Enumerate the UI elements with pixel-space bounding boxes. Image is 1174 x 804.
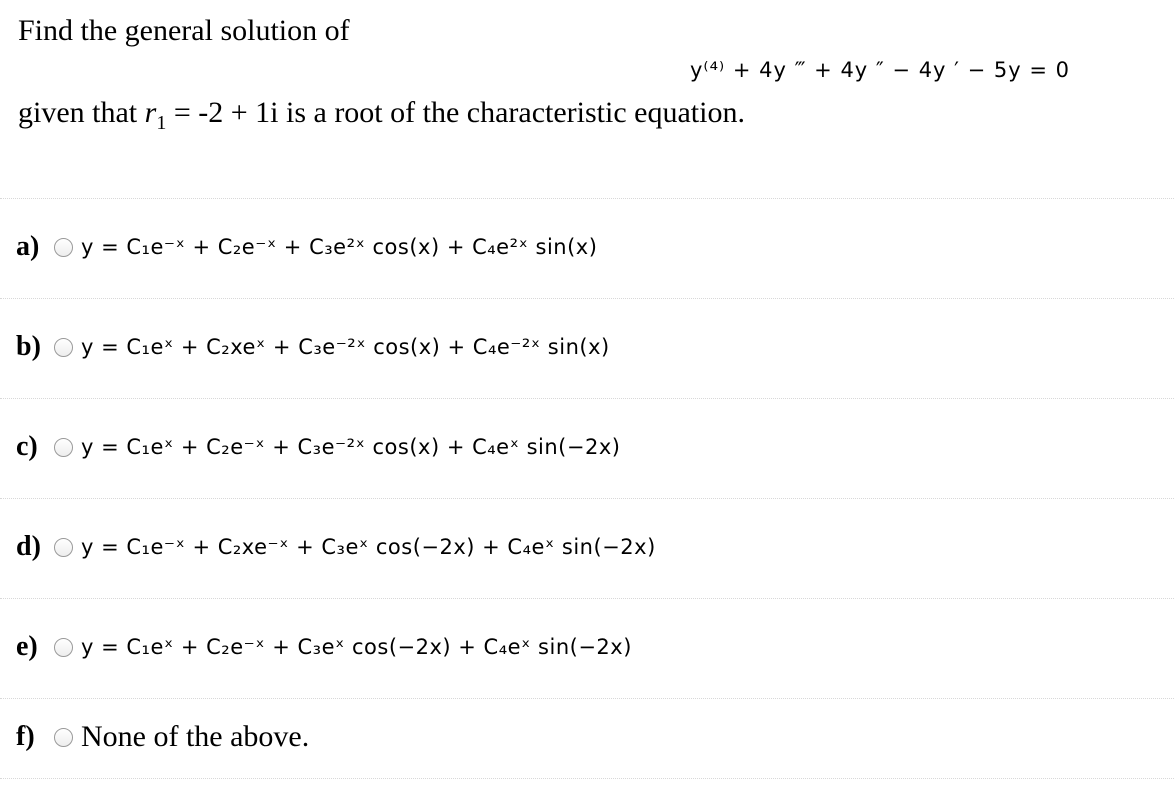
choice-letter: c)	[16, 431, 38, 462]
divider	[0, 698, 1174, 699]
choice-expression: y = C₁eˣ + C₂e⁻ˣ + C₃eˣ cos(−2x) + C₄eˣ sin(−2x)	[81, 635, 632, 659]
choice-letter: a)	[16, 231, 40, 262]
radio-button-e[interactable]	[54, 638, 73, 657]
choice-e[interactable]	[16, 622, 632, 672]
choice-b[interactable]	[16, 322, 610, 372]
radio-button-c[interactable]	[54, 438, 73, 457]
divider	[0, 398, 1174, 399]
choice-expression: y = C₁e⁻ˣ + C₂e⁻ˣ + C₃e²ˣ cos(x) + C₄e²ˣ sin(x)	[81, 235, 598, 259]
choice-expression: y = C₁e⁻ˣ + C₂xe⁻ˣ + C₃eˣ cos(−2x) + C₄eˣ sin(−2x)	[81, 535, 656, 559]
choice-a[interactable]	[16, 222, 597, 272]
choice-expression: y = C₁eˣ + C₂e⁻ˣ + C₃e⁻²ˣ cos(x) + C₄eˣ sin(−2x)	[81, 435, 621, 459]
root-suffix: = -2 + 1i is a root of the characteristic equation.	[166, 96, 745, 129]
root-subscript: 1	[156, 112, 167, 134]
choice-expression: y = C₁eˣ + C₂xeˣ + C₃e⁻²ˣ cos(x) + C₄e⁻²ˣ sin(x)	[81, 335, 610, 359]
divider	[0, 198, 1174, 199]
root-variable: r	[144, 96, 157, 129]
radio-button-a[interactable]	[54, 238, 73, 257]
question-root-statement	[18, 96, 745, 135]
radio-button-b[interactable]	[54, 338, 73, 357]
root-prefix: given that	[18, 96, 145, 129]
differential-equation: y⁽⁴⁾ + 4y ‴ + 4y ″ − 4y ′ − 5y = 0	[690, 58, 1070, 82]
divider	[0, 598, 1174, 599]
choice-text: None of the above.	[81, 720, 310, 753]
choice-letter: b)	[16, 331, 41, 362]
divider	[0, 498, 1174, 499]
choice-d[interactable]	[16, 522, 656, 572]
choice-letter: f)	[16, 721, 35, 752]
divider	[0, 778, 1174, 779]
choice-f[interactable]	[16, 712, 309, 762]
choice-letter: d)	[16, 531, 41, 562]
question-intro: Find the general solution of	[18, 14, 350, 47]
radio-button-d[interactable]	[54, 538, 73, 557]
divider	[0, 298, 1174, 299]
choice-letter: e)	[16, 631, 38, 662]
choice-c[interactable]	[16, 422, 620, 472]
radio-button-f[interactable]	[54, 728, 73, 747]
